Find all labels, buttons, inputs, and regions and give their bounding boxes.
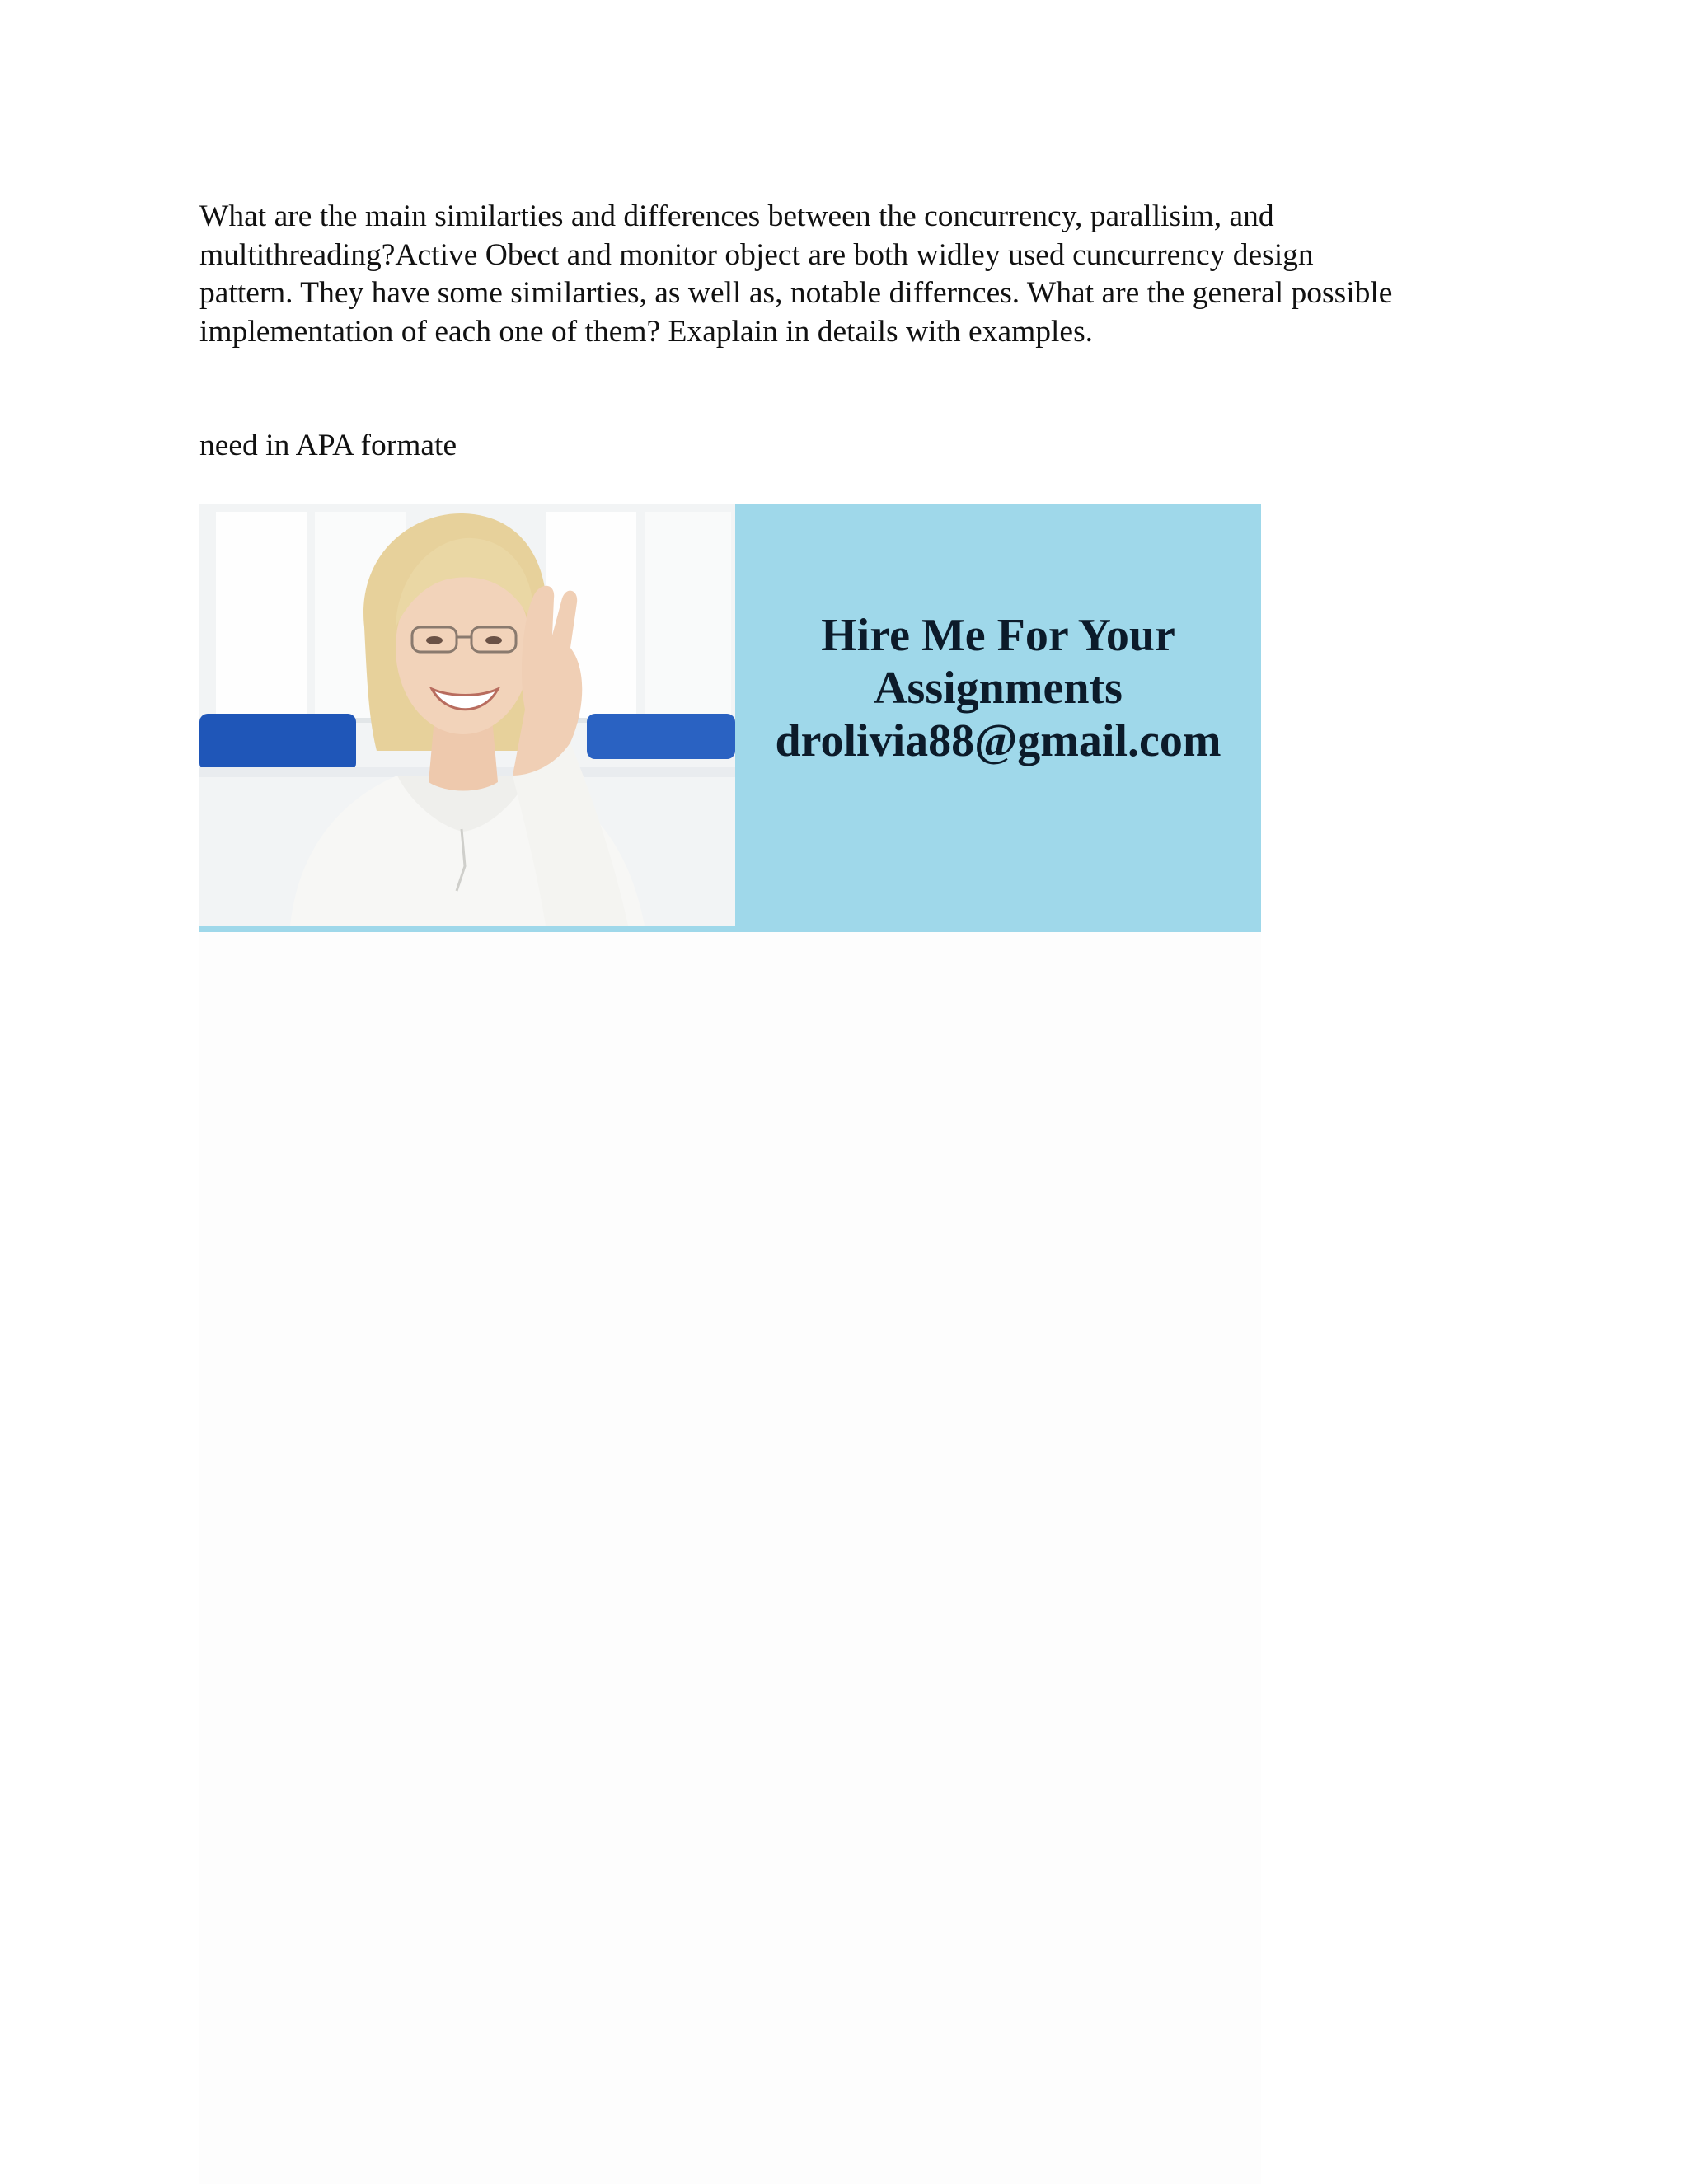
banner-text-panel bbox=[735, 504, 1261, 932]
banner-headline-line2: Assignments bbox=[874, 663, 1123, 714]
blank-page-area bbox=[199, 932, 1261, 2184]
question-line: What are the main similarties and differences between the concurrency, parallisim, and bbox=[199, 199, 1274, 233]
hire-me-banner bbox=[199, 504, 1261, 932]
apa-note: need in APA formate bbox=[199, 429, 457, 462]
question-text bbox=[199, 198, 1502, 351]
question-line: multithreading?Active Obect and monitor object are both widley used cuncurrency design bbox=[199, 237, 1314, 272]
question-line: pattern. They have some similarties, as well as, notable differnces. What are the general possible bbox=[199, 276, 1393, 310]
banner-bottom-strip bbox=[199, 926, 735, 932]
banner-headline-line1: Hire Me For Your bbox=[821, 610, 1175, 661]
question-line: implementation of each one of them? Exaplain in details with examples. bbox=[199, 314, 1094, 349]
banner-email: drolivia88@gmail.com bbox=[775, 715, 1221, 766]
woman-photo-icon bbox=[199, 504, 735, 926]
smiling-woman-photo bbox=[199, 504, 735, 926]
